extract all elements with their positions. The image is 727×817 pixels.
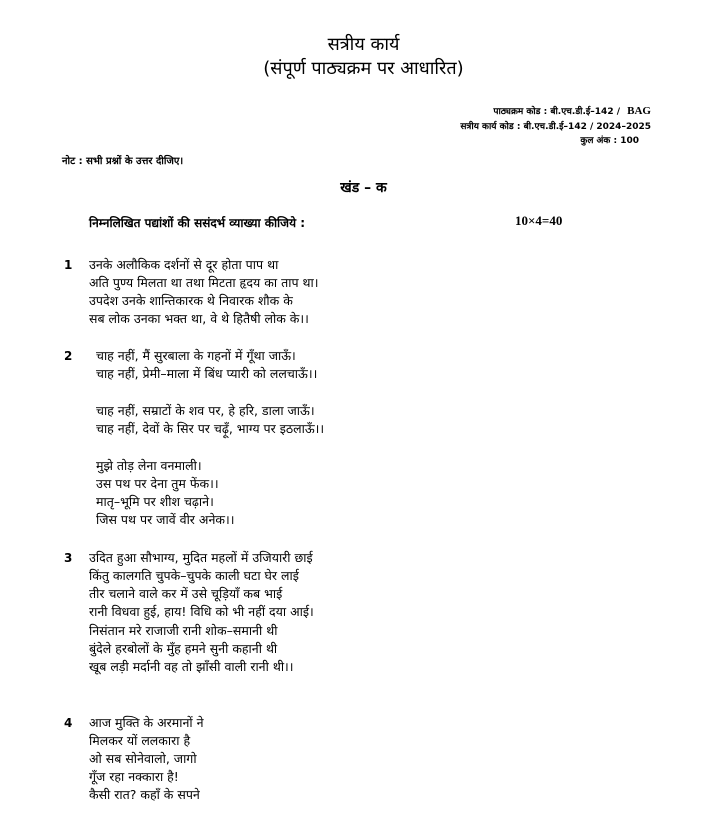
instruction: निम्नलिखित पद्यांशों की ससंदर्भ व्याख्या कीजिये : [89,216,306,230]
verse-line: उनके अलौकिक दर्शनों से दूर होता पाप था [89,257,279,272]
verse-line: किंतु कालगति चुपके–चुपके काली घटा घेर लाई [89,568,299,583]
verse-line: जिस पथ पर जावें वीर अनेक।। [96,512,235,527]
verse-line: बुंदेले हरबोलों के मुँह हमने सुनी कहानी थी [89,641,278,656]
verse-line: ओ सब सोनेवालो, जागो [89,751,197,766]
total-marks: कुल अंक : 100 [580,136,639,146]
course-code [493,104,651,117]
verse-line: उपदेश उनके शान्तिकारक थे निवारक शौक के [89,293,293,308]
course-code-label: पाठ्यक्रम कोड : बी.एच.डी.ई–142 / [493,107,621,117]
document-title: सत्रीय कार्य [327,34,400,55]
verse-line: चाह नहीं, प्रेमी–माला में बिंध प्यारी को ललचाऊँ।। [96,366,318,381]
verse-line: मुझे तोड़ लेना वनमाली। [96,458,202,473]
marks-scheme: 10×4=40 [515,213,563,228]
verse-line: मातृ–भूमि पर शीश चढ़ाने। [96,494,214,509]
assignment-code: सत्रीय कार्य कोड : बी.एच.डी.ई–142 / 2024–2025 [460,122,651,132]
question-number: 2 [64,349,73,363]
verse-line: चाह नहीं, मैं सुरबाला के गहनों में गूँथा जाऊँ। [96,348,296,363]
document-subtitle: (संपूर्ण पाठ्यक्रम पर आधारित) [263,58,464,79]
verse-line: मिलकर यों ललकारा है [89,733,191,748]
verse-line: चाह नहीं, देवों के सिर पर चढ़ूँ, भाग्य पर इठलाऊँ।। [96,421,325,436]
question-number: 1 [64,258,73,272]
verse-line: उस पथ पर देना तुम फेंक।। [96,476,219,491]
section-heading: खंड – क [340,180,387,196]
verse-line: अति पुण्य मिलता था तथा मिटता हृदय का ताप था। [89,275,319,290]
verse-line: उदित हुआ सौभाग्य, मुदित महलों में उजियारी छाई [89,550,313,565]
verse-line: सब लोक उनका भक्त था, वे थे हितैषी लोक के।। [89,311,309,326]
note: नोट : सभी प्रश्नों के उत्तर दीजिए। [62,156,184,167]
verse-line: तीर चलाने वाले कर में उसे चूड़ियाँ कब भाई [89,586,283,601]
question-number: 4 [64,716,73,730]
verse-line: गूँज रहा नक्कारा है! [89,769,179,784]
verse-line: कैसी रात? कहाँ के सपने [89,787,200,802]
verse-line: खूब लड़ी मर्दानी वह तो झाँसी वाली रानी थी।। [89,659,294,674]
question-number: 3 [64,551,73,565]
verse-line: आज मुक्ति के अरमानों ने [89,715,204,730]
verse-line: निसंतान मरे राजाजी रानी शोक–समानी थी [89,623,278,638]
verse-line: रानी विधवा हुई, हाय! विधि को भी नहीं दया आई। [89,604,314,619]
course-code-suffix: BAG [627,105,651,117]
verse-line: चाह नहीं, सम्राटों के शव पर, हे हरि, डाला जाऊँ। [96,403,315,418]
